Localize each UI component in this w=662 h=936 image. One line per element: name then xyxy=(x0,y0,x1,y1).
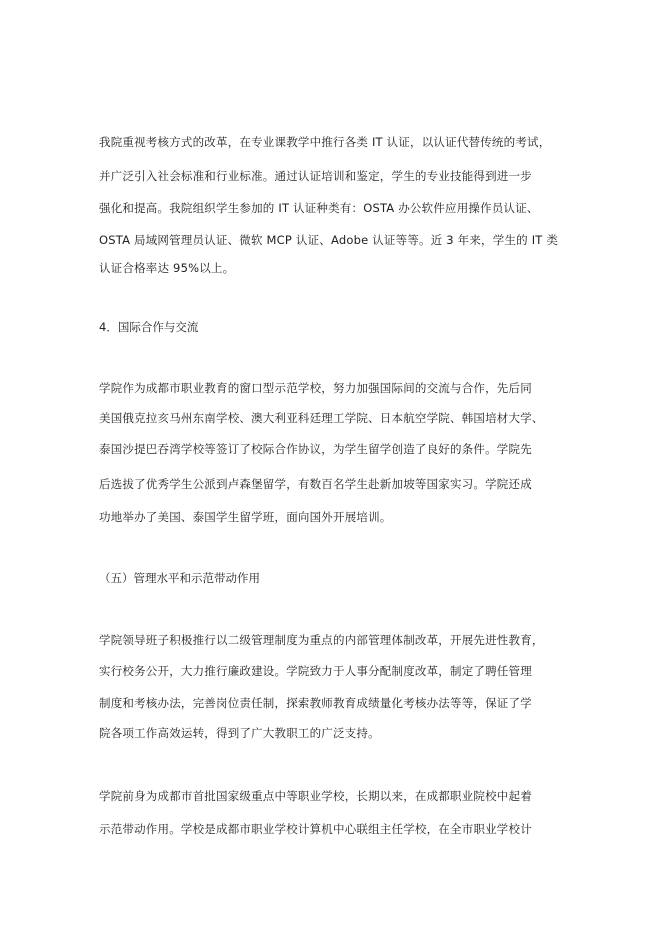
paragraph-2-line-3: 泰国沙提巴吞湾学校等签订了校际合作协议，为学生留学创造了良好的条件。学院先 xyxy=(99,442,532,456)
paragraph-3-line-4: 院各项工作高效运转，得到了广大教职工的广泛支持。 xyxy=(99,726,380,740)
paragraph-3-line-2: 实行校务公开，大力推行廉政建设。学院致力于人事分配制度改革，制定了聘任管理 xyxy=(99,664,532,678)
paragraph-2-line-2: 美国俄克拉亥马州东南学校、澳大利亚科廷理工学院、日本航空学院、韩国培材大学、 xyxy=(99,411,544,425)
paragraph-1-line-3: 强化和提高。我院组织学生参加的 IT 认证种类有：OSTA 办公软件应用操作员认证、 xyxy=(99,201,539,215)
section-heading-international: 4．国际合作与交流 xyxy=(99,320,199,334)
paragraph-1-line-5: 认证合格率达 95%以上。 xyxy=(99,261,235,275)
paragraph-1-line-1: 我院重视考核方式的改革，在专业课教学中推行各类 IT 认证，以认证代替传统的考试， xyxy=(99,135,551,149)
paragraph-4-line-2: 示范带动作用。学校是成都市职业学校计算机中心联组主任学校，在全市职业学校计 xyxy=(99,822,532,836)
paragraph-1-line-4: OSTA 局域网管理员认证、微软 MCP 认证、Adobe 认证等等。近 3 年来，学生的 IT 类 xyxy=(99,233,559,247)
paragraph-3-line-1: 学院领导班子积极推行以二级管理制度为重点的内部管理体制改革，开展先进性教育， xyxy=(99,633,544,647)
paragraph-3-line-3: 制度和考核办法，完善岗位责任制，探索教师教育成绩量化考核办法等等，保证了学 xyxy=(99,696,532,710)
section-heading-management: （五）管理水平和示范带动作用 xyxy=(99,571,260,585)
paragraph-2-line-5: 功地举办了美国、泰国学生留学班，面向国外开展培训。 xyxy=(99,510,392,524)
paragraph-2-line-1: 学院作为成都市职业教育的窗口型示范学校，努力加强国际间的交流与合作，先后同 xyxy=(99,381,532,395)
paragraph-1-line-2: 并广泛引入社会标准和行业标准。通过认证培训和鉴定，学生的专业技能得到进一步 xyxy=(99,169,532,183)
paragraph-2-line-4: 后选拔了优秀学生公派到卢森堡留学，有数百名学生赴新加坡等国家实习。学院还成 xyxy=(99,477,532,491)
paragraph-4-line-1: 学院前身为成都市首批国家级重点中等职业学校，长期以来，在成都职业院校中起着 xyxy=(99,789,532,803)
